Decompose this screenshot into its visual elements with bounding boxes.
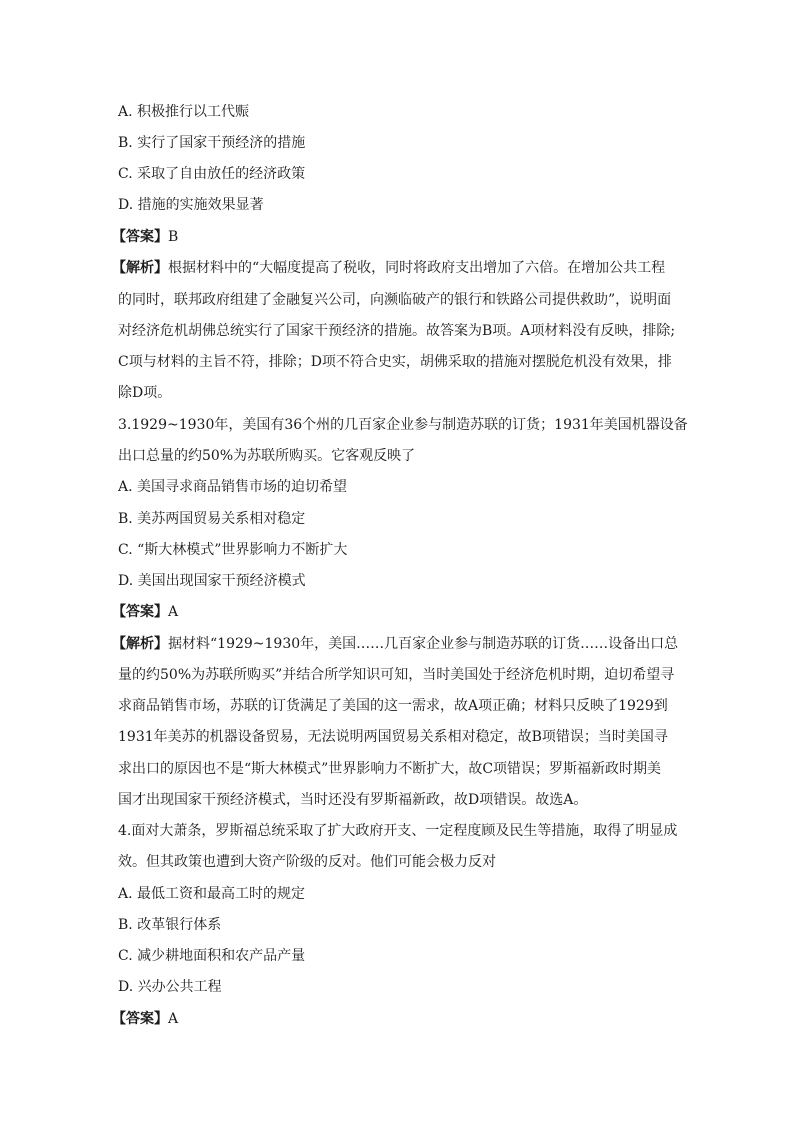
q4-option-c: C. 减少耕地面积和农产品产量 bbox=[118, 948, 306, 964]
q4-stem-line-2: 效。但其政策也遭到大资产阶级的反对。他们可能会极力反对 bbox=[118, 854, 496, 870]
analysis-text: 据材料“1929~1930年，美国……几百家企业参与制造苏联的订货……设备出口总 bbox=[168, 636, 679, 652]
q2-analysis-line-4: C项与材料的主旨不符，排除；D项不符合史实，胡佛采取的措施对摆脱危机没有效果，排 bbox=[118, 354, 672, 370]
q3-option-d: D. 美国出现国家干预经济模式 bbox=[118, 573, 306, 589]
analysis-label: 【解析】 bbox=[112, 636, 168, 652]
q3-analysis-line-4: 1931年美苏的机器设备贸易，无法说明两国贸易关系相对稳定，故B项错误；当时美国寻 bbox=[118, 729, 668, 745]
q3-analysis-line-5: 求出口的原因也不是“斯大林模式”世界影响力不断扩大，故C项错误；罗斯福新政时期美 bbox=[118, 761, 662, 777]
q4-stem-line-1: 4.面对大萧条，罗斯福总统采取了扩大政府开支、一定程度顾及民生等措施，取得了明显成 bbox=[118, 823, 678, 839]
q2-analysis-line-1 bbox=[112, 260, 665, 276]
q3-analysis-line-2: 量的约50%为苏联所购买”并结合所学知识可知，当时美国处于经济危机时期，迫切希望寻 bbox=[118, 667, 675, 683]
q2-analysis-line-5: 除D项。 bbox=[118, 385, 172, 401]
answer-label: 【答案】 bbox=[112, 229, 168, 245]
q2-answer bbox=[112, 229, 178, 245]
q2-option-c: C. 采取了自由放任的经济政策 bbox=[118, 166, 306, 182]
q3-stem-line-2: 出口总量的约50%为苏联所购买。它客观反映了 bbox=[118, 448, 416, 464]
q4-option-a: A. 最低工资和最高工时的规定 bbox=[118, 886, 306, 902]
analysis-text: 根据材料中的“大幅度提高了税收，同时将政府支出增加了六倍。在增加公共工程 bbox=[168, 260, 666, 276]
q4-option-b: B. 改革银行体系 bbox=[118, 917, 222, 933]
q3-analysis-line-3: 求商品销售市场，苏联的订货满足了美国的这一需求，故A项正确；材料只反映了1929到 bbox=[118, 698, 668, 714]
q2-option-b: B. 实行了国家干预经济的措施 bbox=[118, 135, 306, 151]
analysis-label: 【解析】 bbox=[112, 260, 168, 276]
answer-label: 【答案】 bbox=[112, 1011, 168, 1027]
q2-option-a: A. 积极推行以工代赈 bbox=[118, 104, 250, 120]
q2-analysis-line-2: 的同时，联邦政府组建了金融复兴公司，向濒临破产的银行和铁路公司提供救助”，说明面 bbox=[118, 292, 672, 308]
answer-value: B bbox=[168, 229, 179, 245]
answer-value: A bbox=[168, 1011, 179, 1027]
answer-value: A bbox=[168, 604, 179, 620]
q3-option-c: C. “斯大林模式”世界影响力不断扩大 bbox=[118, 542, 348, 558]
q3-answer bbox=[112, 604, 178, 620]
q4-answer bbox=[112, 1011, 178, 1027]
q3-analysis-line-1 bbox=[112, 636, 678, 652]
q3-stem-line-1: 3.1929~1930年，美国有36个州的几百家企业参与制造苏联的订货；1931年美国机器设备 bbox=[118, 417, 688, 433]
q4-option-d: D. 兴办公共工程 bbox=[118, 979, 222, 995]
answer-label: 【答案】 bbox=[112, 604, 168, 620]
q3-analysis-line-6: 国才出现国家干预经济模式，当时还没有罗斯福新政，故D项错误。故选A。 bbox=[118, 792, 588, 808]
q2-analysis-line-3: 对经济危机胡佛总统实行了国家干预经济的措施。故答案为B项。A项材料没有反映，排除; bbox=[118, 323, 676, 339]
q3-option-b: B. 美苏两国贸易关系相对稳定 bbox=[118, 511, 306, 527]
q3-option-a: A. 美国寻求商品销售市场的迫切希望 bbox=[118, 479, 348, 495]
q2-option-d: D. 措施的实施效果显著 bbox=[118, 197, 264, 213]
